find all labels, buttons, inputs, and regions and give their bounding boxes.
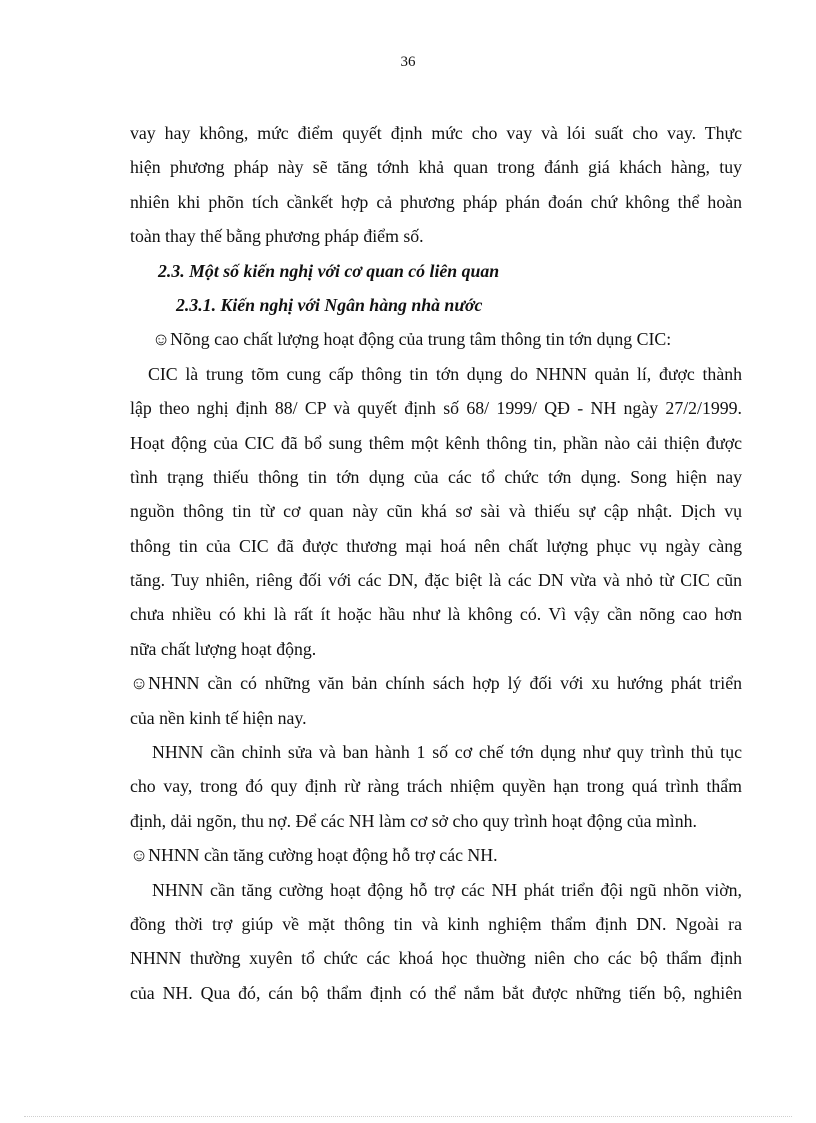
- page-bottom-rule: [24, 1116, 792, 1117]
- paragraph-line: CIC là trung tõm cung cấp thông tin tớn dụng do NHNN quản lí, được thành: [148, 363, 742, 384]
- paragraph-line: nguồn thông tin từ cơ quan này cũn khá sơ sài và thiếu sự cập nhật. Dịch vụ: [130, 501, 742, 522]
- paragraph-line: hiện phương pháp này sẽ tăng tớnh khả quan trong đánh giá khách hàng, tuy: [130, 157, 742, 178]
- paragraph-line: lập theo nghị định 88/ CP và quyết định số 68/ 1999/ QĐ - NH ngày 27/2/1999.: [130, 398, 742, 419]
- paragraph-line: của nền kinh tế hiện nay.: [130, 707, 307, 728]
- section-heading: 2.3. Một số kiến nghị với cơ quan có liên quan: [158, 260, 500, 281]
- paragraph-line: tăng. Tuy nhiên, riêng đối với các DN, đặc biệt là các DN vừa và nhỏ từ CIC cũn: [130, 570, 742, 591]
- paragraph-line: đồng thời trợ giúp về mặt thông tin và kinh nghiệm thẩm định DN. Ngoài ra: [130, 913, 742, 934]
- bullet-point: ☺NHNN cần có những văn bản chính sách hợp lý đối với xu hướng phát triển: [130, 673, 742, 694]
- paragraph-line: thông tin của CIC đã được thương mại hoá nên chất lượng phục vụ ngày càng: [130, 535, 742, 556]
- paragraph-line: nhiên khi phõn tích cầnkết hợp cả phương pháp phán đoán chứ không thể hoàn: [130, 191, 742, 212]
- paragraph-line: Hoạt động của CIC đã bổ sung thêm một kênh thông tin, phần nào cải thiện được: [130, 432, 742, 453]
- paragraph-line: NHNN cần tăng cường hoạt động hỗ trợ các NH phát triển đội ngũ nhõn viờn,: [152, 879, 742, 900]
- page-number: 36: [400, 54, 416, 70]
- paragraph-line: chưa nhiều có khi là rất ít hoặc hầu như là không có. Vì vậy cần nõng cao hơn: [130, 604, 742, 625]
- bullet-point: ☺Nõng cao chất lượng hoạt động của trung tâm thông tin tớn dụng CIC:: [152, 329, 672, 350]
- bullet-point: ☺NHNN cần tăng cường hoạt động hỗ trợ các NH.: [130, 845, 498, 866]
- paragraph-line: định, dải ngõn, thu nợ. Để các NH làm cơ sở cho quy trình hoạt động của mình.: [130, 810, 697, 831]
- paragraph-line: của NH. Qua đó, cán bộ thẩm định có thể nắm bắt được những tiến bộ, nghiên: [130, 982, 742, 1003]
- paragraph-line: nữa chất lượng hoạt động.: [130, 638, 317, 659]
- paragraph-line: vay hay không, mức điểm quyết định mức cho vay và lói suất cho vay. Thực: [130, 123, 742, 143]
- paragraph-line: NHNN thường xuyên tổ chức các khoá học thuờng niên cho các bộ thẩm định: [130, 948, 742, 969]
- paragraph-line: toàn thay thế bằng phương pháp điểm số.: [130, 226, 424, 247]
- paragraph-line: cho vay, trong đó quy định rừ ràng trách nhiệm quyền hạn trong quá trình thẩm: [130, 776, 742, 797]
- paragraph-line: NHNN cần chỉnh sửa và ban hành 1 số cơ chế tớn dụng như quy trình thủ tục: [152, 742, 742, 763]
- paragraph-line: tình trạng thiếu thông tin tớn dụng của các tổ chức tớn dụng. Song hiện nay: [130, 466, 742, 487]
- document-body: [130, 116, 742, 1010]
- subsection-heading: 2.3.1. Kiến nghị với Ngân hàng nhà nước: [176, 294, 483, 315]
